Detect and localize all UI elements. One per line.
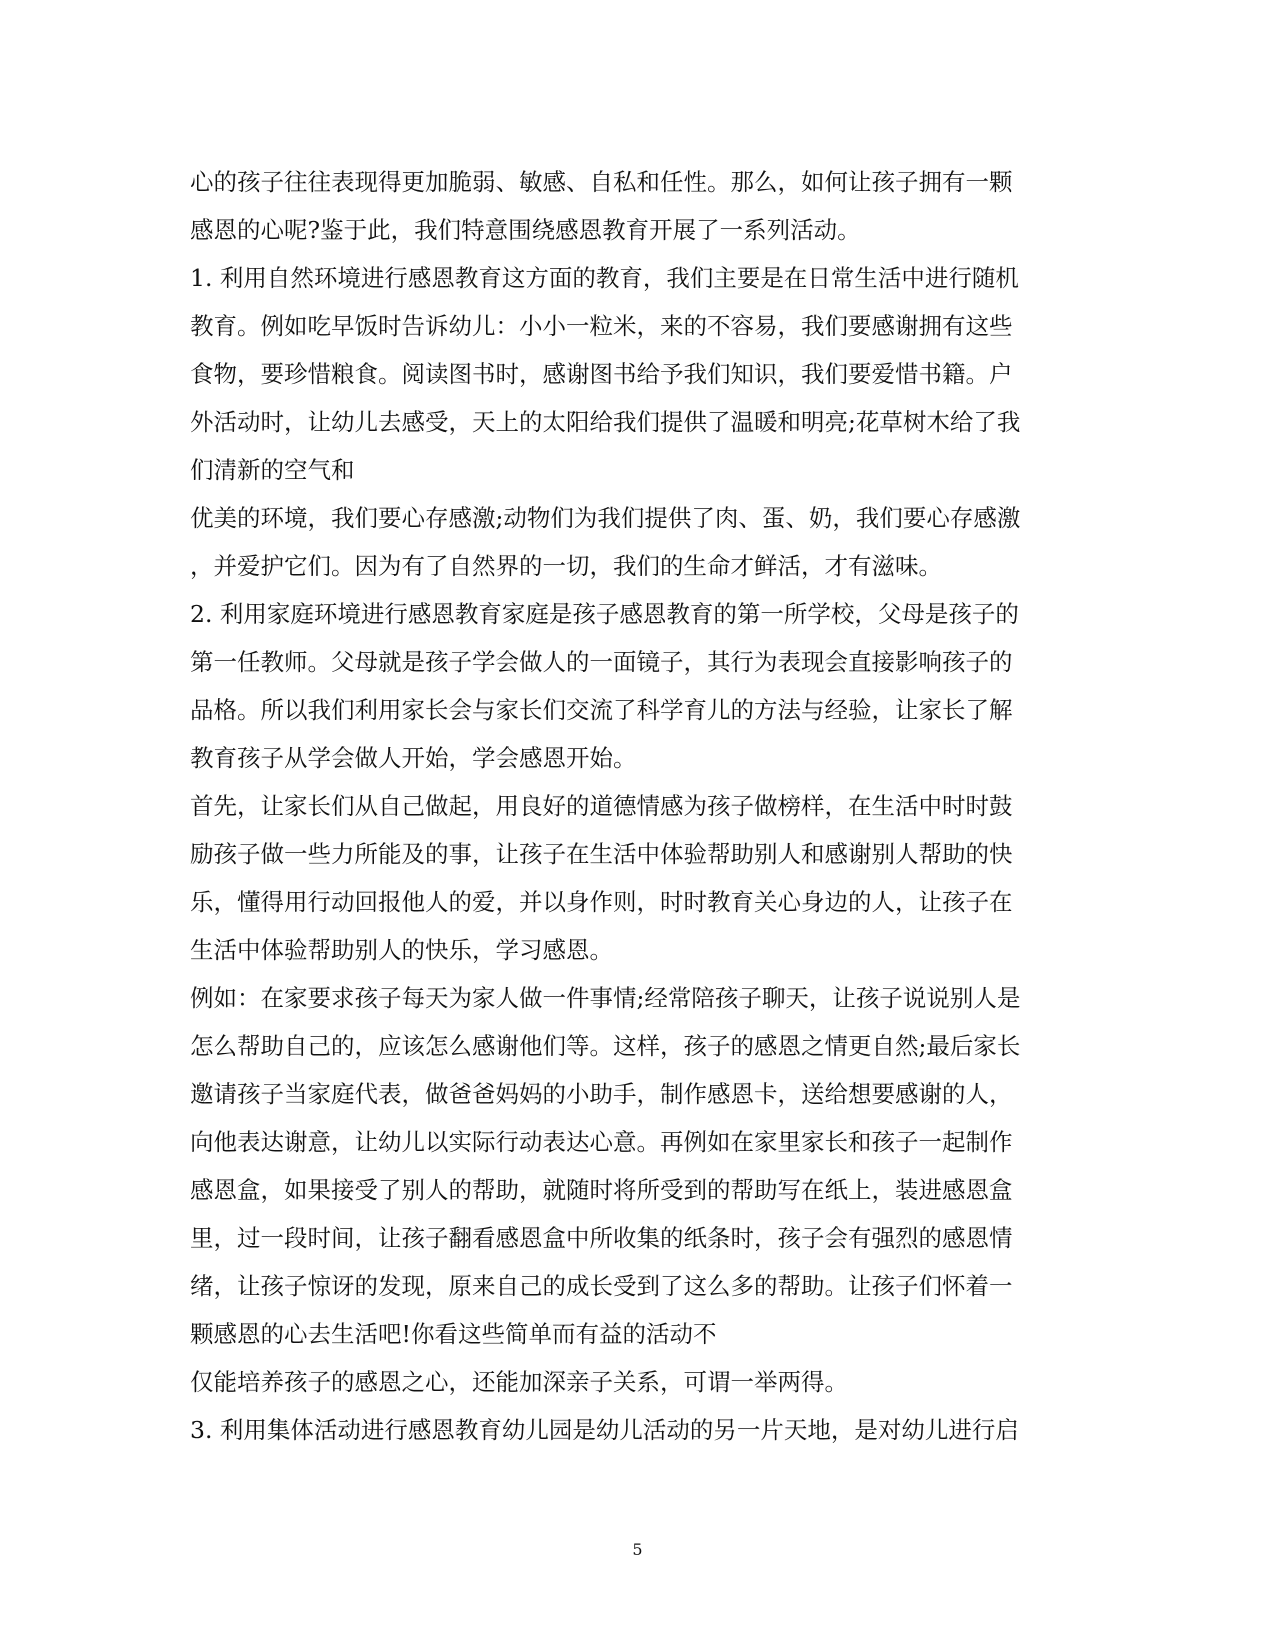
text-line: 优美的环境，我们要心存感激;动物们为我们提供了肉、蛋、奶，我们要心存感激 xyxy=(190,504,1021,532)
text-line: ，并爱护它们。因为有了自然界的一切，我们的生命才鲜活，才有滋味。 xyxy=(190,552,942,580)
text-line: 3. 利用集体活动进行感恩教育幼儿园是幼儿活动的另一片天地，是对幼儿进行启 xyxy=(190,1416,1019,1444)
text-line: 品格。所以我们利用家长会与家长们交流了科学育儿的方法与经验，让家长了解 xyxy=(190,696,1013,724)
text-line: 怎么帮助自己的，应该怎么感谢他们等。这样，孩子的感恩之情更自然;最后家长 xyxy=(190,1032,1021,1060)
text-line: 感恩盒，如果接受了别人的帮助，就随时将所受到的帮助写在纸上，装进感恩盒 xyxy=(190,1176,1013,1204)
text-line: 教育孩子从学会做人开始，学会感恩开始。 xyxy=(190,744,637,772)
text-line: 心的孩子往往表现得更加脆弱、敏感、自私和任性。那么，如何让孩子拥有一颗 xyxy=(190,168,1013,196)
text-line: 教育。例如吃早饭时告诉幼儿：小小一粒米，来的不容易，我们要感谢拥有这些 xyxy=(190,312,1013,340)
text-line: 例如：在家要求孩子每天为家人做一件事情;经常陪孩子聊天，让孩子说说别人是 xyxy=(190,984,1021,1012)
text-line: 感恩的心呢?鉴于此，我们特意围绕感恩教育开展了一系列活动。 xyxy=(190,216,861,244)
text-line: 外活动时，让幼儿去感受，天上的太阳给我们提供了温暖和明亮;花草树木给了我 xyxy=(190,408,1021,436)
text-line: 励孩子做一些力所能及的事，让孩子在生活中体验帮助别人和感谢别人帮助的快 xyxy=(190,840,1013,868)
text-line: 1. 利用自然环境进行感恩教育这方面的教育，我们主要是在日常生活中进行随机 xyxy=(190,264,1019,292)
text-line: 邀请孩子当家庭代表，做爸爸妈妈的小助手，制作感恩卡，送给想要感谢的人， xyxy=(190,1080,1013,1108)
text-line: 乐，懂得用行动回报他人的爱，并以身作则，时时教育关心身边的人，让孩子在 xyxy=(190,888,1013,916)
text-line: 向他表达谢意，让幼儿以实际行动表达心意。再例如在家里家长和孩子一起制作 xyxy=(190,1128,1013,1156)
text-line: 生活中体验帮助别人的快乐，学习感恩。 xyxy=(190,936,613,964)
text-line: 首先，让家长们从自己做起，用良好的道德情感为孩子做榜样，在生活中时时鼓 xyxy=(190,792,1013,820)
text-line: 2. 利用家庭环境进行感恩教育家庭是孩子感恩教育的第一所学校，父母是孩子的 xyxy=(190,600,1019,628)
text-line: 绪，让孩子惊讶的发现，原来自己的成长受到了这么多的帮助。让孩子们怀着一 xyxy=(190,1272,1013,1300)
text-line: 们清新的空气和 xyxy=(190,456,355,484)
text-line: 里，过一段时间，让孩子翻看感恩盒中所收集的纸条时，孩子会有强烈的感恩情 xyxy=(190,1224,1013,1252)
text-line: 食物，要珍惜粮食。阅读图书时，感谢图书给予我们知识，我们要爱惜书籍。户 xyxy=(190,360,1013,388)
text-line: 第一任教师。父母就是孩子学会做人的一面镜子，其行为表现会直接影响孩子的 xyxy=(190,648,1013,676)
page-number: 5 xyxy=(632,1540,643,1559)
text-line: 仅能培养孩子的感恩之心，还能加深亲子关系，可谓一举两得。 xyxy=(190,1368,848,1396)
text-line: 颗感恩的心去生活吧!你看这些简单而有益的活动不 xyxy=(190,1320,717,1348)
body-text xyxy=(190,158,1075,1454)
